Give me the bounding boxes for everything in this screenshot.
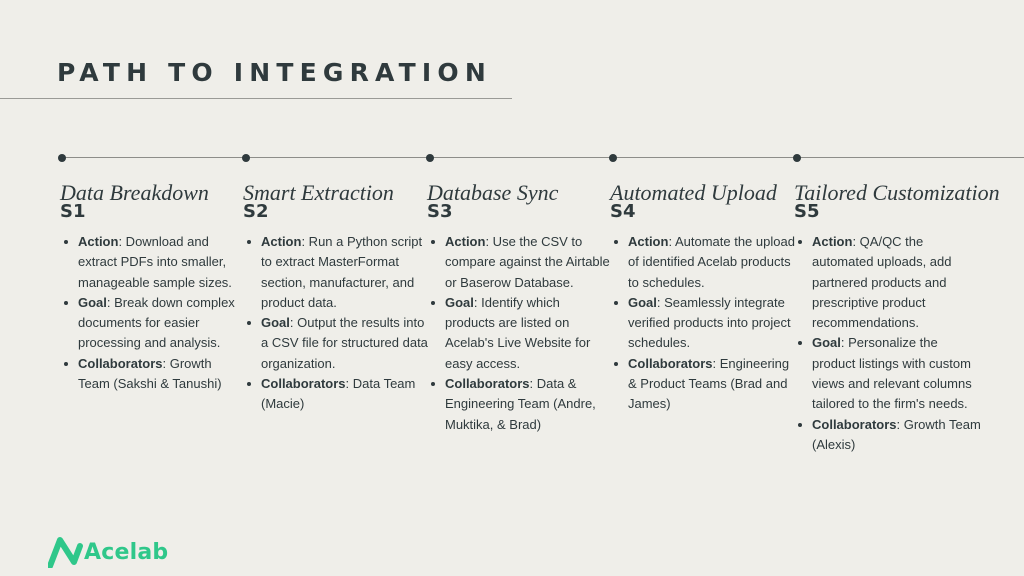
bullet-action [794,232,984,333]
bullet-goal [243,313,429,374]
bullet-text: : Personalize the product listings with custom views and relevant columns tailored to the firm's needs. [812,335,972,412]
bullet-collaborators [60,354,246,395]
bullet-goal [610,293,796,354]
timeline-dot-s5 [793,154,801,162]
bullet-label: Action [78,234,119,249]
bullet-collaborators [243,374,429,415]
bullet-label: Action [445,234,486,249]
bullet-collaborators [610,354,796,415]
timeline-dot-s2 [242,154,250,162]
bullet-label: Action [261,234,302,249]
stage-s5 [794,180,1000,455]
stage-bullets [60,232,246,394]
stage-bullets [610,232,796,415]
bullet-text: : Data & Engineering Team (Andre, Muktika, & Brad) [445,376,596,432]
bullet-action [427,232,613,293]
stage-bullets [794,232,984,455]
bullet-goal [794,333,984,414]
bullet-label: Action [628,234,669,249]
bullet-action [610,232,796,293]
bullet-label: Collaborators [445,376,530,392]
stage-bullets [243,232,429,415]
bullet-text: : Seamlessly integrate verified products into project schedules. [628,294,791,351]
logo-text: Acelab [84,539,169,565]
bullet-label: Goal [812,335,841,351]
bullet-label: Collaborators [261,376,346,392]
stage-title: Smart Extraction [243,180,394,205]
bullet-text: : Data Team (Macie) [261,376,416,412]
bullet-text: : Engineering & Product Teams (Brad and James) [628,355,790,412]
timeline-line [61,157,1024,158]
bullet-text: : Automate the upload of identified Acelab products to schedules. [628,234,795,290]
stage-code: S5 [794,201,820,222]
stage-code: S1 [60,201,86,222]
bullet-collaborators [794,415,984,456]
title-divider [0,98,512,99]
stage-code: S2 [243,201,269,222]
bullet-text: : Download and extract PDFs into smaller, manageable sample sizes. [78,234,232,290]
stage-s4 [610,180,796,415]
bullet-action [60,232,246,293]
bullet-text: : QA/QC the automated uploads, add partnered products and prescriptive product recommendations. [812,234,952,331]
stage-s3 [427,180,613,435]
bullet-text: : Growth Team (Alexis) [812,416,981,452]
bullet-label: Collaborators [628,355,713,371]
bullet-label: Goal [261,315,290,331]
stage-s1 [60,180,246,394]
stage-title: Automated Upload [610,180,777,205]
timeline-dot-s1 [58,154,66,162]
stage-title: Tailored Customization [794,180,1000,205]
bullet-label: Goal [445,294,474,310]
bullet-text: : Identify which products are listed on Acelab's Live Website for easy access. [445,294,591,371]
stage-code: S3 [427,201,453,222]
bullet-label: Goal [628,294,657,310]
stage-s2 [243,180,429,415]
bullet-goal [427,293,613,374]
bullet-label: Goal [78,294,107,310]
stage-code: S4 [610,201,636,222]
bullet-label: Collaborators [812,416,897,432]
bullet-text: : Break down complex documents for easier processing and analysis. [78,294,235,351]
bullet-text: : Run a Python script to extract MasterFormat section, manufacturer, and product data. [261,234,423,310]
bullet-label: Action [812,234,853,249]
acelab-logo-icon [48,536,84,568]
bullet-goal [60,293,246,354]
stage-bullets [427,232,613,435]
stage-title: Database Sync [427,180,559,205]
page-title: PATH TO INTEGRATION [57,58,492,87]
acelab-logo [48,536,168,568]
bullet-text: : Growth Team (Sakshi & Tanushi) [78,355,222,392]
timeline-dot-s4 [609,154,617,162]
bullet-collaborators [427,374,613,435]
timeline-dot-s3 [426,154,434,162]
bullet-action [243,232,429,313]
bullet-text: : Output the results into a CSV file for structured data organization. [261,315,428,371]
bullet-label: Collaborators [78,355,163,371]
bullet-text: : Use the CSV to compare against the Airtable or Baserow Database. [445,234,610,290]
stage-title: Data Breakdown [60,180,209,205]
